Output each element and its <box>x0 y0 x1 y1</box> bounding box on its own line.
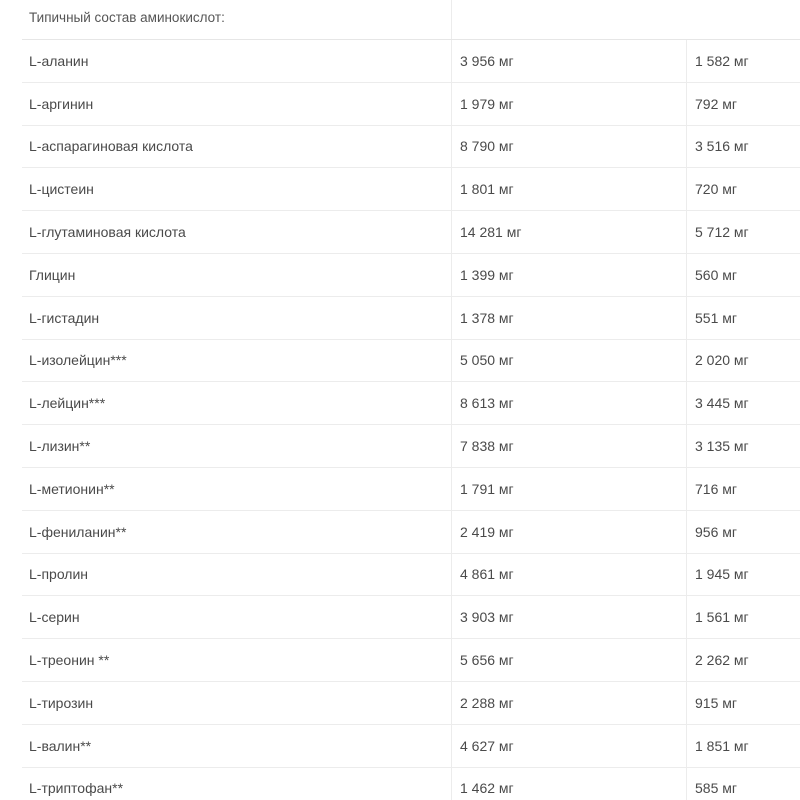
amino-acid-name: L-триптофан** <box>22 768 452 800</box>
amount-col2: 3 445 мг <box>695 395 749 412</box>
amount-col2: 585 мг <box>695 780 737 797</box>
amino-acid-table <box>22 0 800 800</box>
amino-acid-name: L-лизин** <box>22 425 452 467</box>
amount-col2: 1 851 мг <box>695 737 749 754</box>
table-header-row <box>22 0 800 40</box>
table-row <box>22 554 800 597</box>
amount-col1: 1 979 мг <box>452 83 687 125</box>
amino-acid-name: L-серин <box>22 596 452 638</box>
amino-acid-name: L-аргинин <box>22 83 452 125</box>
amino-acid-name: Глицин <box>22 254 452 296</box>
table-row <box>22 211 800 254</box>
amount-col1: 1 378 мг <box>452 297 687 339</box>
amino-acid-name: L-гистадин <box>22 297 452 339</box>
amount-col1: 3 956 мг <box>452 40 687 82</box>
amount-col1: 4 627 мг <box>452 725 687 767</box>
amino-acid-name: L-глутаминовая кислота <box>22 211 452 253</box>
table-row <box>22 254 800 297</box>
amount-col1: 3 903 мг <box>452 596 687 638</box>
amino-acid-name: L-метионин** <box>22 468 452 510</box>
table-row <box>22 596 800 639</box>
amount-col2: 551 мг <box>695 309 737 326</box>
amount-col1: 14 281 мг <box>452 211 687 253</box>
table-row <box>22 340 800 383</box>
amino-acid-name: L-фениланин** <box>22 511 452 553</box>
amino-acid-name: L-лейцин*** <box>22 382 452 424</box>
amino-acid-name: L-аланин <box>22 40 452 82</box>
amount-col1: 1 462 мг <box>452 768 687 800</box>
table-row <box>22 168 800 211</box>
table-row <box>22 382 800 425</box>
table-body <box>22 40 800 800</box>
amount-col1: 8 613 мг <box>452 382 687 424</box>
amino-acid-name: L-пролин <box>22 554 452 596</box>
table-row <box>22 468 800 511</box>
amount-col2: 792 мг <box>695 95 737 112</box>
amount-col1: 2 419 мг <box>452 511 687 553</box>
table-header-title: Типичный состав аминокислот: <box>22 0 452 39</box>
amount-col1: 1 791 мг <box>452 468 687 510</box>
amount-col2: 5 712 мг <box>695 224 749 241</box>
amount-col1: 5 050 мг <box>452 340 687 382</box>
amount-col2: 2 020 мг <box>695 352 749 369</box>
amount-col2: 560 мг <box>695 266 737 283</box>
amino-acid-name: L-изолейцин*** <box>22 340 452 382</box>
amino-acid-name: L-валин** <box>22 725 452 767</box>
amount-col1: 1 399 мг <box>452 254 687 296</box>
amount-col2: 1 945 мг <box>695 566 749 583</box>
table-row <box>22 725 800 768</box>
table-row <box>22 682 800 725</box>
amino-acid-name: L-треонин ** <box>22 639 452 681</box>
amount-col1: 1 801 мг <box>452 168 687 210</box>
amount-col2: 716 мг <box>695 480 737 497</box>
amount-col2: 2 262 мг <box>695 652 749 669</box>
table-row <box>22 126 800 169</box>
table-row <box>22 297 800 340</box>
amount-col1: 8 790 мг <box>452 126 687 168</box>
table-row <box>22 511 800 554</box>
table-row <box>22 425 800 468</box>
amount-col1: 7 838 мг <box>452 425 687 467</box>
table-row <box>22 768 800 800</box>
amount-col2: 1 561 мг <box>695 609 749 626</box>
amount-col2: 3 516 мг <box>695 138 749 155</box>
amount-col2: 1 582 мг <box>695 52 749 69</box>
amount-col1: 4 861 мг <box>452 554 687 596</box>
table-row <box>22 639 800 682</box>
table-header-col3 <box>687 0 800 39</box>
amount-col1: 5 656 мг <box>452 639 687 681</box>
amino-acid-name: L-тирозин <box>22 682 452 724</box>
amount-col2: 3 135 мг <box>695 438 749 455</box>
amount-col2: 956 мг <box>695 523 737 540</box>
amino-acid-name: L-аспарагиновая кислота <box>22 126 452 168</box>
table-row <box>22 83 800 126</box>
table-row <box>22 40 800 83</box>
amount-col2: 915 мг <box>695 694 737 711</box>
table-header-col2 <box>452 0 687 39</box>
amount-col1: 2 288 мг <box>452 682 687 724</box>
amino-acid-name: L-цистеин <box>22 168 452 210</box>
amount-col2: 720 мг <box>695 181 737 198</box>
